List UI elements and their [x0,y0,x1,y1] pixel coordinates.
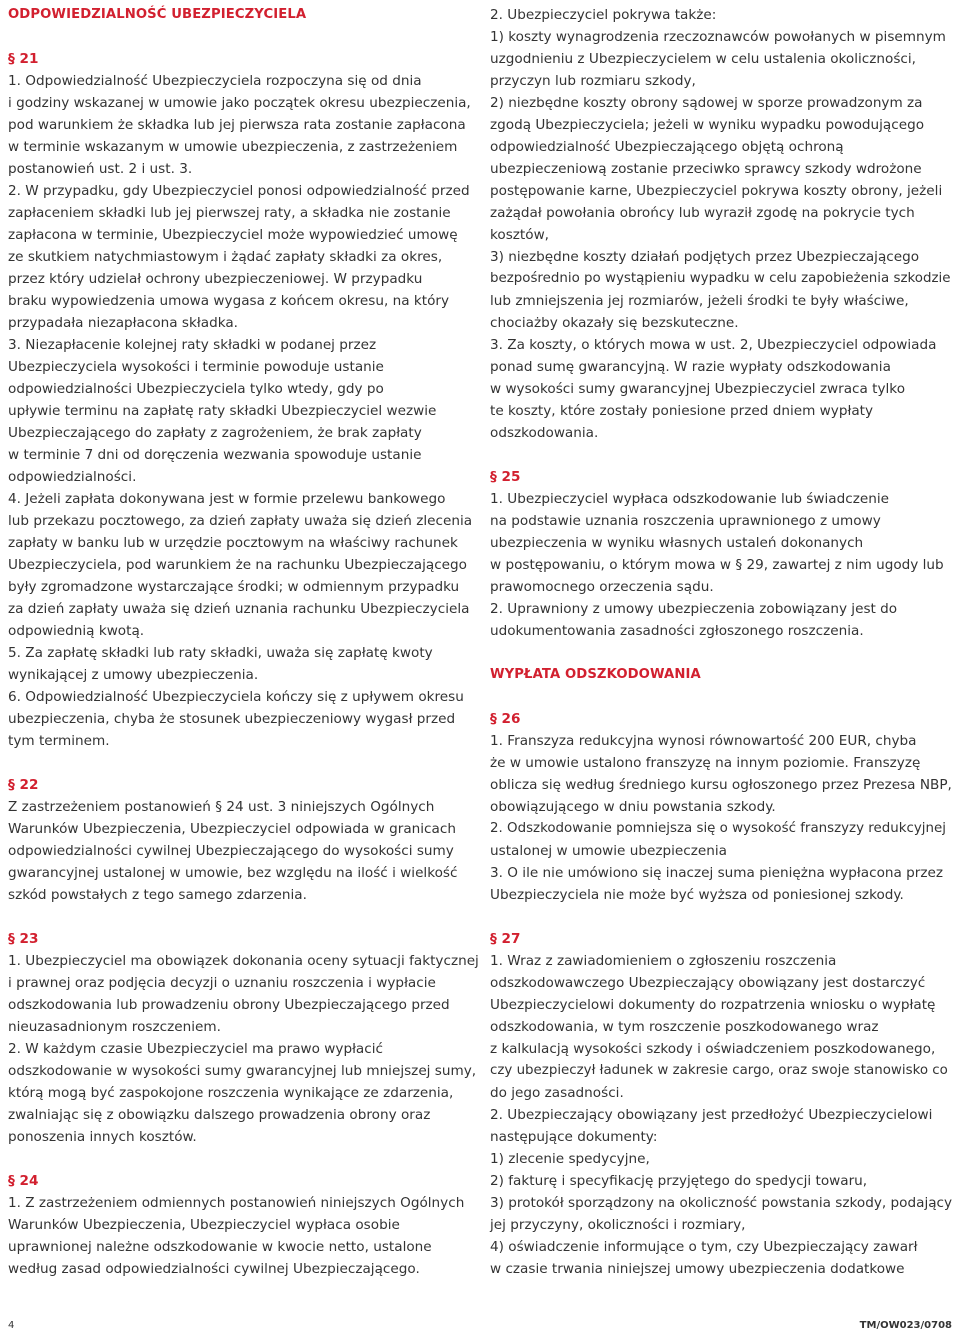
text-line: odszkodowania lub prowadzeniu obrony Ubezpieczającego przed [8,997,450,1013]
text-line: 1. Franszyza redukcyjna wynosi równowartość 200 EUR, chyba [490,733,917,749]
text-line: postanowień ust. 2 i ust. 3. [8,161,193,177]
page-number: 4 [8,1320,15,1331]
text-line: odpowiedzialność Ubezpieczającego objętą ochroną [490,139,844,155]
text-line: następujące dokumenty: [490,1129,658,1145]
text-line: 3) niezbędne koszty działań podjętych przez Ubezpieczającego [490,249,920,265]
text-line: że w umowie ustalono franszyzę na innym poziomie. Franszyzę [490,755,921,771]
text-line: szkód powstałych z tego samego zdarzenia. [8,887,307,903]
text-line: w czasie trwania niniejszej umowy ubezpieczenia dodatkowe [490,1261,905,1277]
text-line: obowiązującego w dniu powstania szkody. [490,799,776,815]
text-line: kosztów, [490,227,550,243]
text-line: zapłaty w banku lub w urzędzie pocztowym na właściwy rachunek [8,535,458,551]
text-line: 3. O ile nie umówiono się inaczej suma pieniężna wypłacona przez [490,865,944,881]
text-line: w wysokości sumy gwarancyjnej Ubezpieczyciel zwraca tylko [490,381,906,397]
text-line: zażądał powołania obrońcy lub wyraził zgodę na pokrycie tych [490,205,915,221]
text-line: 1. Z zastrzeżeniem odmiennych postanowień niniejszych Ogólnych [8,1195,465,1211]
text-line: z kalkulacją wysokości szkody i oświadczeniem poszkodowanego, [490,1041,936,1057]
text-line: 1. Wraz z zawiadomieniem o zgłoszeniu roszczenia [490,953,837,969]
text-line: oblicza się według średniego kursu ogłoszonego przez Prezesa NBP, [490,777,952,793]
text-line: 1) koszty wynagrodzenia rzeczoznawców powołanych w pisemnym [490,29,946,45]
text-line: 1) zlecenie spedycyjne, [490,1151,650,1167]
text-line: jej przyczyny, okoliczności i rozmiary, [490,1217,746,1233]
text-line: nieuzasadnionym roszczeniem. [8,1019,221,1035]
text-line: prawomocnego orzeczenia sądu. [490,579,714,595]
text-line: ubezpieczeniową zostanie przeciwko sprawcy szkody wdrożone [490,161,922,177]
text-line: odpowiedzialności Ubezpieczyciela tylko wtedy, gdy po [8,381,384,397]
text-line: Warunków Ubezpieczenia, Ubezpieczyciel odpowiada w granicach [8,821,456,837]
text-line: za dzień zapłaty uważa się dzień uznania rachunku Ubezpieczyciela [8,601,470,617]
text-line: chociażby okazały się bezskuteczne. [490,315,739,331]
text-line: którą mogą być zaspokojone roszczenia wynikające ze zdarzenia, [8,1085,454,1101]
text-line: 6. Odpowiedzialność Ubezpieczyciela kończy się z upływem okresu [8,689,464,705]
text-line: 1. Odpowiedzialność Ubezpieczyciela rozpoczyna się od dnia [8,73,422,89]
text-line: w terminie wskazanym w umowie ubezpieczenia, z zastrzeżeniem [8,139,458,155]
text-line: Ubezpieczającego do zapłaty z zagrożeniem, że brak zapłaty [8,425,422,441]
text-line: uprawnionej należne odszkodowanie w kwocie netto, ustalone [8,1239,432,1255]
text-line: bezpośrednio po wystąpieniu wypadku w celu zapobieżenia szkodzie [490,271,951,286]
text-line: Ubezpieczyciela wysokości i terminie powoduje ustanie [8,359,384,375]
text-line: pod warunkiem że składka lub jej pierwsza rata zostanie zapłacona [8,117,466,133]
text-line: odszkodowanie w wysokości sumy gwarancyjnej lub mniejszej sumy, [8,1063,477,1079]
text-line: Ubezpieczyciela, pod warunkiem że na rachunku Ubezpieczającego [8,557,467,573]
text-line: 2. Ubezpieczyciel pokrywa także: [490,7,717,23]
section-heading: § 25 [490,469,521,485]
text-line: ubezpieczenia w wyniku własnych ustaleń dokonanych [490,535,864,551]
text-line: 1. Ubezpieczyciel ma obowiązek dokonania oceny sytuacji faktycznej [8,953,479,969]
text-line: przypadała niezapłacona składka. [8,315,238,331]
text-line: ponoszenia innych kosztów. [8,1129,197,1145]
text-line: przyczyn lub rozmiaru szkody, [490,73,696,89]
text-line: odpowiedzialności. [8,469,137,485]
section-heading: ODPOWIEDZIALNOŚĆ UBEZPIECZYCIELA [8,7,307,22]
text-line: 2. Odszkodowanie pomniejsza się o wysokość franszyzy redukcyjnej [490,821,946,836]
text-line: zapłacona w terminie, Ubezpieczyciel może wypowiedzieć umowę [8,227,458,243]
text-line: udokumentowania zasadności zgłoszonego roszczenia. [490,623,864,639]
text-line: 1. Ubezpieczyciel wypłaca odszkodowanie lub świadczenie [490,491,889,507]
document-code: TM/OW023/0708 [859,1320,952,1331]
text-line: 2. W przypadku, gdy Ubezpieczyciel ponosi odpowiedzialność przed [8,183,470,199]
text-line: zgodą Ubezpieczyciela; jeżeli w wyniku wypadku powodującego [490,117,925,133]
text-line: czy ubezpieczył ładunek w zakresie cargo, oraz swoje stanowisko co [490,1063,948,1078]
text-line: ustalonej w umowie ubezpieczenia [490,843,727,859]
text-line: odszkodowania. [490,425,599,441]
text-line: braku wypowiedzenia umowa wygasa z końcem okresu, na który [8,293,450,309]
section-heading: § 21 [8,51,39,67]
text-line: tym terminem. [8,733,110,749]
text-line: przez który udzielał ochrony ubezpieczeniowej. W przypadku [8,271,423,287]
text-line: gwarancyjnej ustalonej w umowie, bez względu na ilość i wielkość [8,865,458,881]
text-line: 3. Za koszty, o których mowa w ust. 2, Ubezpieczyciel odpowiada [490,337,937,353]
text-line: 5. Za zapłatę składki lub raty składki, uważa się zapłatę kwoty [8,645,433,661]
text-line: odszkodowania, w tym roszczenie poszkodowanego wraz [490,1019,879,1035]
text-line: te koszty, które zostały poniesione przed dniem wypłaty [490,403,874,419]
text-line: ponad sumę gwarancyjną. W razie wypłaty odszkodowania [490,359,891,375]
text-line: Ubezpieczyciela nie może być wyższa od poniesionej szkody. [490,887,904,903]
text-line: Ubezpieczycielowi dokumenty do rozpatrzenia wniosku o wypłatę [490,997,936,1013]
text-line: w terminie 7 dni od doręczenia wezwania spowoduje ustanie [8,447,422,463]
text-line: wynikającej z umowy ubezpieczenia. [8,667,259,683]
text-line: Warunków Ubezpieczenia, Ubezpieczyciel wypłaca osobie [8,1217,400,1233]
text-line: uzgodnieniu z Ubezpieczycielem w celu ustalenia okoliczności, [490,51,916,67]
text-line: 2. Uprawniony z umowy ubezpieczenia zobowiązany jest do [490,601,898,617]
text-line: lub zmniejszenia jej rozmiarów, jeżeli środki te były właściwe, [490,293,909,309]
section-heading: WYPŁATA ODSZKODOWANIA [490,667,701,682]
section-heading: § 23 [8,931,39,947]
text-line: odszkodowawczego Ubezpieczający obowiązany jest dostarczyć [490,975,926,991]
text-line: według zasad odpowiedzialności cywilnej Ubezpieczającego. [8,1261,420,1277]
section-heading: § 24 [8,1173,39,1189]
text-line: ubezpieczenia, chyba że stosunek ubezpieczeniowy wygasł przed [8,711,456,727]
text-line: upływie terminu na zapłatę raty składki Ubezpieczyciel wezwie [8,403,437,419]
text-line: 3) protokół sporządzony na okoliczność powstania szkody, podający [490,1195,953,1211]
text-line: zapłaceniem składki lub jej pierwszej raty, a składka nie zostanie [8,205,451,221]
text-line: zwalniając się z obowiązku dalszego prowadzenia obrony oraz [8,1107,431,1123]
section-heading: § 26 [490,711,521,727]
text-line: 4) oświadczenie informujące o tym, czy Ubezpieczający zawarł [490,1239,918,1255]
text-line: i godziny wskazanej w umowie jako początek okresu ubezpieczenia, [8,95,471,111]
text-line: na podstawie uznania roszczenia uprawnionego z umowy [490,513,881,529]
text-line: i prawnej oraz podjęcia decyzji o uznaniu roszczenia i wypłacie [8,975,436,991]
text-line: 2. Ubezpieczający obowiązany jest przedłożyć Ubezpieczycielowi [490,1107,933,1123]
text-line: 2. W każdym czasie Ubezpieczyciel ma prawo wypłacić [8,1041,383,1057]
text-line: 3. Niezapłacenie kolejnej raty składki w podanej przez [8,337,377,353]
text-line: ze skutkiem natychmiastowym i żądać zapłaty składki za okres, [8,249,443,265]
text-line: odpowiednią kwotą. [8,623,145,639]
text-line: 2) fakturę i specyfikację przyjętego do spedycji towaru, [490,1173,868,1189]
text-line: lub przekazu pocztowego, za dzień zapłaty uważa się dzień zlecenia [8,513,473,529]
text-line: postępowanie karne, Ubezpieczyciel pokrywa koszty obrony, jeżeli [490,183,943,199]
section-heading: § 22 [8,777,39,793]
text-line: w postępowaniu, o którym mowa w § 29, zawartej z nim ugody lub [490,557,944,573]
text-line: 2) niezbędne koszty obrony sądowej w sporze prowadzonym za [490,95,923,111]
text-line: były zgromadzone wystarczające środki; w odmiennym przypadku [8,579,460,595]
text-line: do jego zasadności. [490,1085,624,1101]
text-line: Z zastrzeżeniem postanowień § 24 ust. 3 niniejszych Ogólnych [8,799,435,815]
text-line: 4. Jeżeli zapłata dokonywana jest w formie przelewu bankowego [8,491,446,507]
section-heading: § 27 [490,931,521,947]
text-line: odpowiedzialności cywilnej Ubezpieczającego do wysokości sumy [8,843,454,859]
